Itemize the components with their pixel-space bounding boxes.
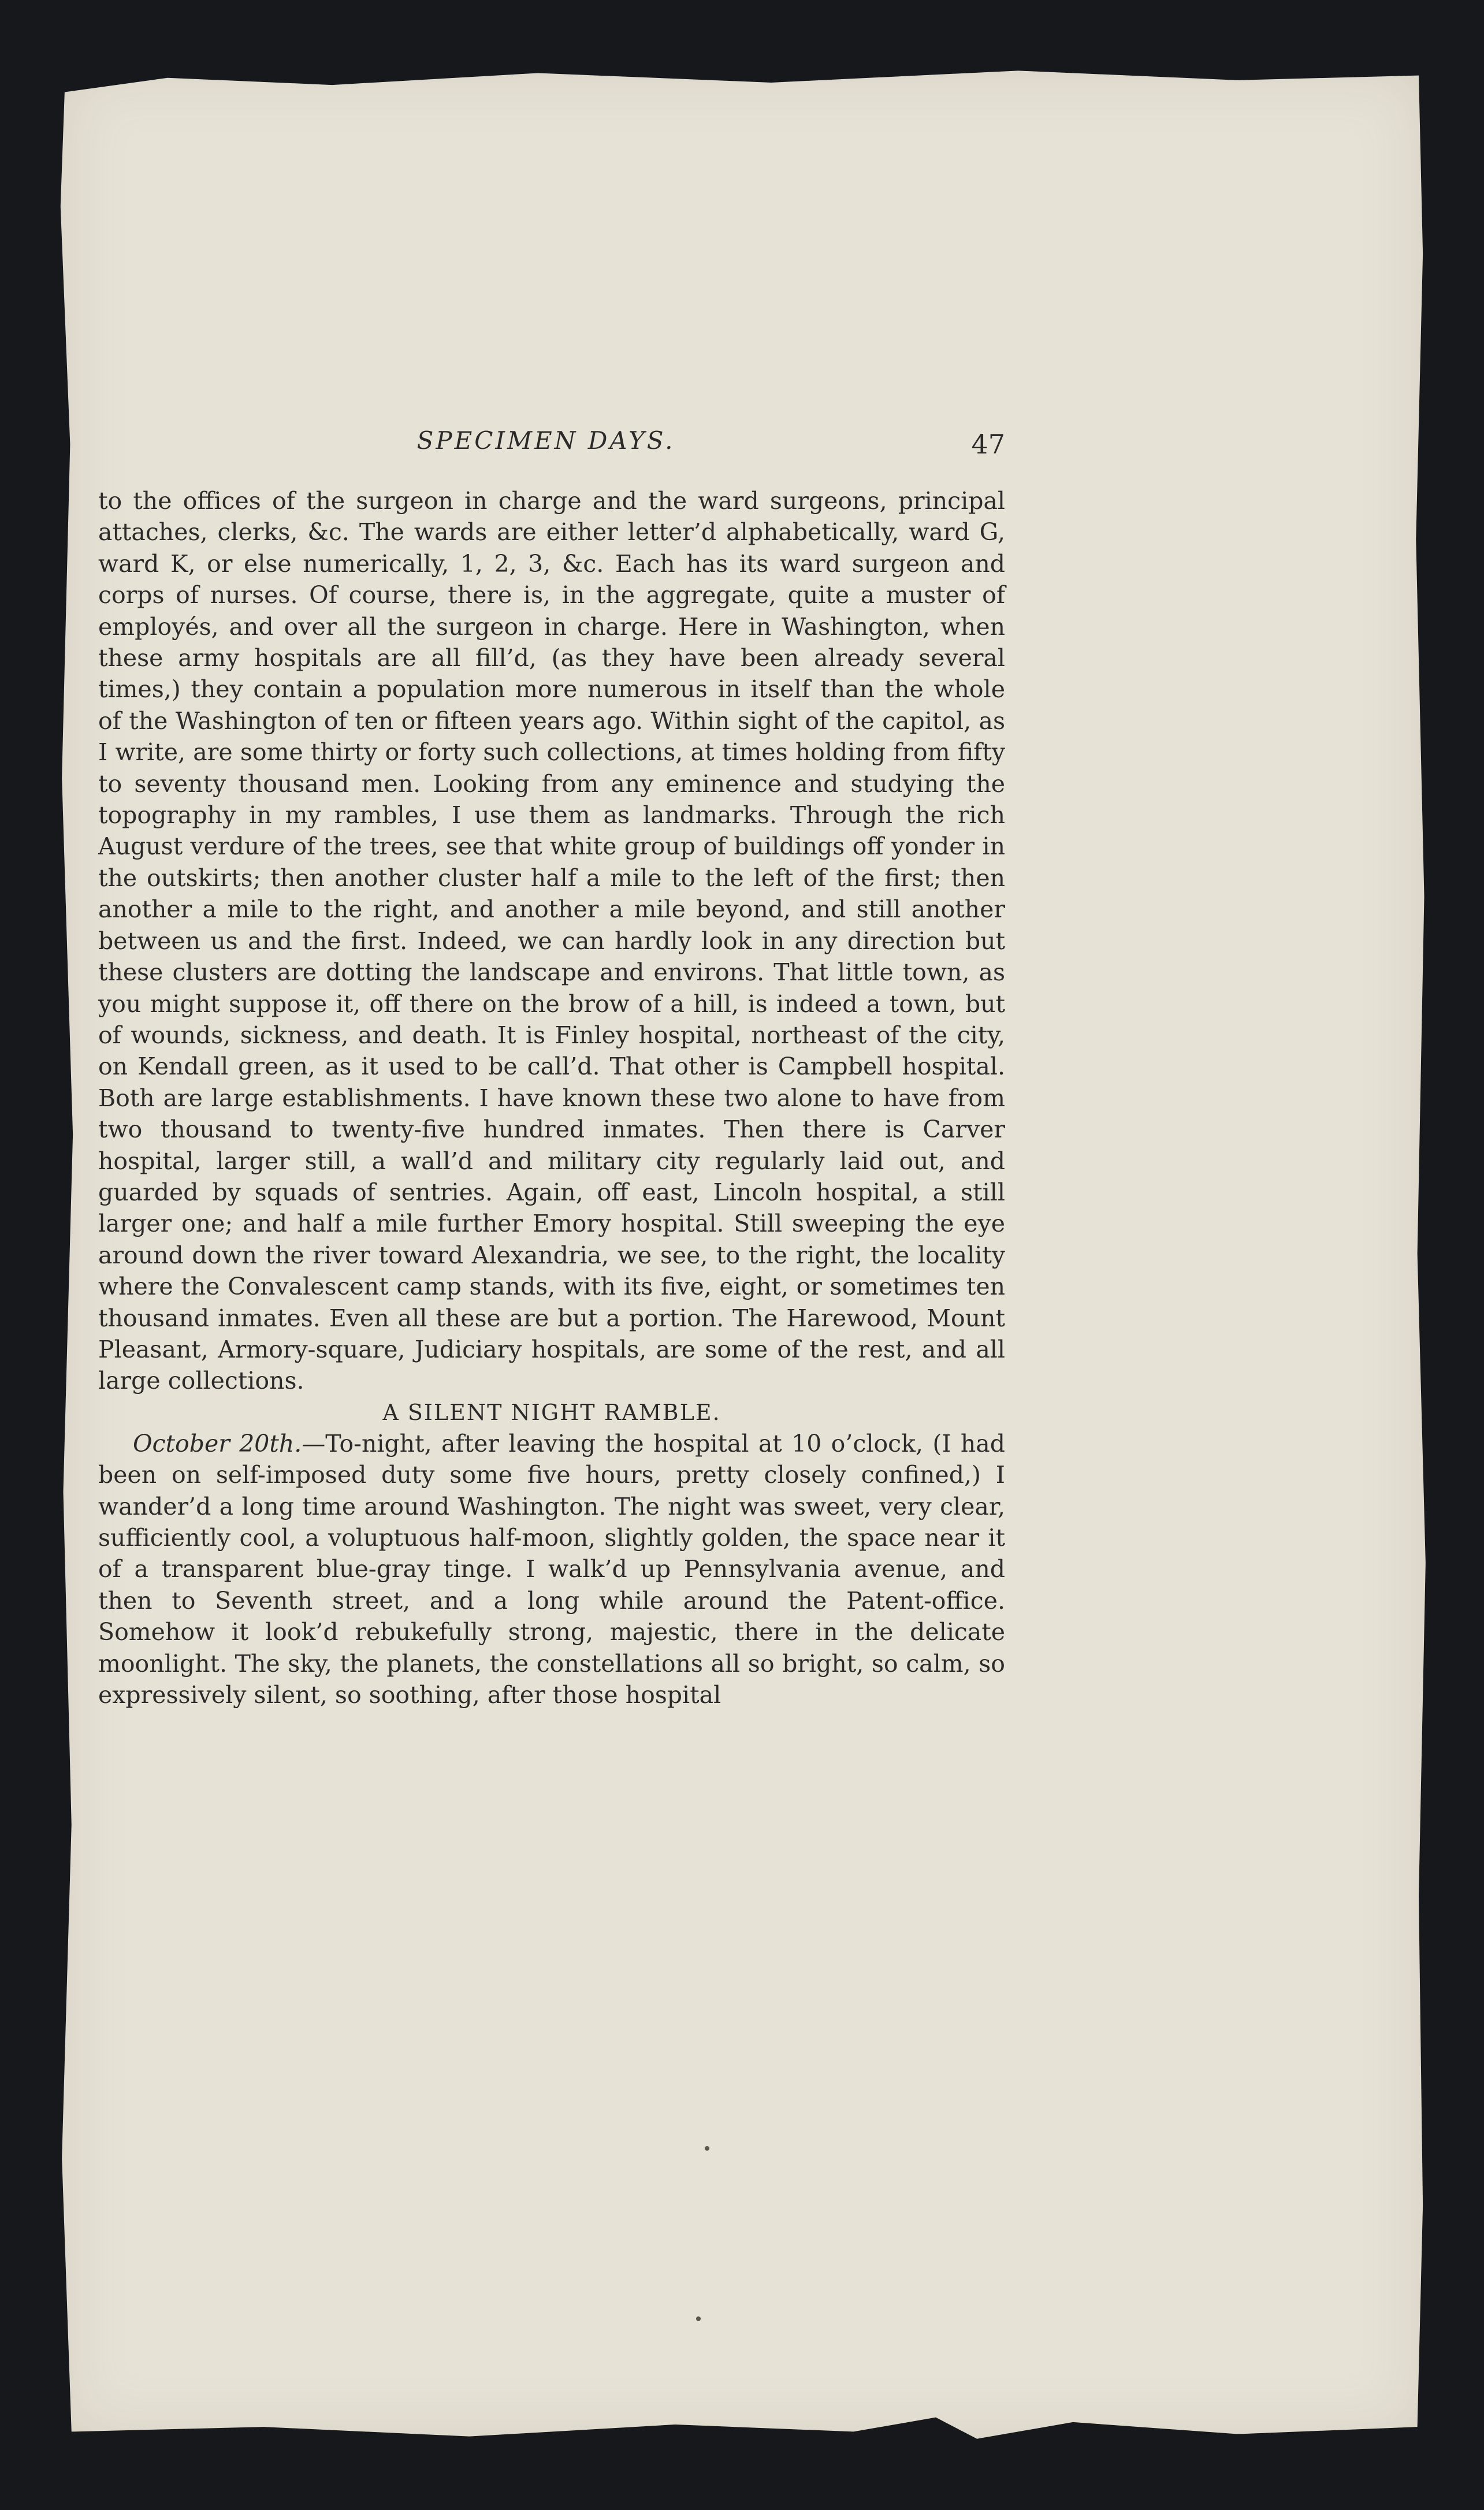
page-header	[87, 416, 1005, 474]
paper-speck	[705, 2146, 709, 2151]
paper-speck	[696, 2316, 701, 2321]
body-text	[98, 485, 1005, 1710]
paragraph-night-ramble	[98, 1428, 1005, 1711]
section-heading: A SILENT NIGHT RAMBLE.	[382, 1399, 721, 1425]
paragraph-hospitals: to the offices of the surgeon in charge and the ward surgeons, principal attaches, clerks, &c. The wards are either letter’d alphabetically, ward G, ward K, or else numerically, 1, 2, 3, &c. Each has its ward surgeon and corps of nurses. Of course, there is, in the aggregate, quite a muster of employés, and over all the surgeon in charge. Here in Washington, when these army hospitals are all fill’d, (as they have been already several times,) they contain a population more numerous in itself than the whole of the Washington of ten or fifteen years ago. Within sight of the capitol, as I write, are some thirty or forty such collections, at times holding from fifty to seventy thousand men. Looking from any eminence and studying the topography in my rambles, I use them as landmarks. Through the rich August verdure of the trees, see that white group of buildings off yonder in the outskirts; then another cluster half a mile to the left of the first; then another a mile to the right, and another a mile beyond, and still another between us and the first. Indeed, we can hardly look in any direction but these clusters are dotting the landscape and environs. That little town, as you might suppose it, off there on the brow of a hill, is indeed a town, but of wounds, sickness, and death. It is Finley hospital, northeast of the city, on Kendall green, as it used to be call’d. That other is Campbell hospital. Both are large establishments. I have known these two alone to have from two thousand to twenty-five hundred inmates. Then there is Carver hospital, larger still, a wall’d and military city regularly laid out, and guarded by squads of sentries. Again, off east, Lincoln hospital, a still larger one; and half a mile further Emory hospital. Still sweeping the eye around down the river toward Alexandria, we see, to the right, the locality where the Convalescent camp stands, with its five, eight, or sometimes ten thousand inmates. Even all these are but a portion. The Harewood, Mount Pleasant, Armory-square, Judiciary hospitals, are some of the rest, and all large collections.	[98, 487, 1005, 1395]
running-head: SPECIMEN DAYS.	[416, 426, 675, 455]
paragraph-night-ramble-text: —To-night, after leaving the hospital at 10 o’clock, (I had been on self-imposed duty some five hours, pretty closely confined,) I wander’d a long time around Washington. The night was sweet, very clear, sufficiently cool, a voluptuous half-moon, slightly golden, the space near it of a transparent blue-gray tinge. I walk’d up Pennsylvania avenue, and then to Seventh street, and a long while around the Patent-office. Somehow it look’d rebukefully strong, majestic, there in the delicate moonlight. The sky, the planets, the constellations all so bright, so calm, so expressively silent, so soothing, after those hospital	[98, 1429, 1005, 1709]
page-number: 47	[971, 429, 1005, 460]
entry-date: October 20th.	[133, 1429, 302, 1457]
